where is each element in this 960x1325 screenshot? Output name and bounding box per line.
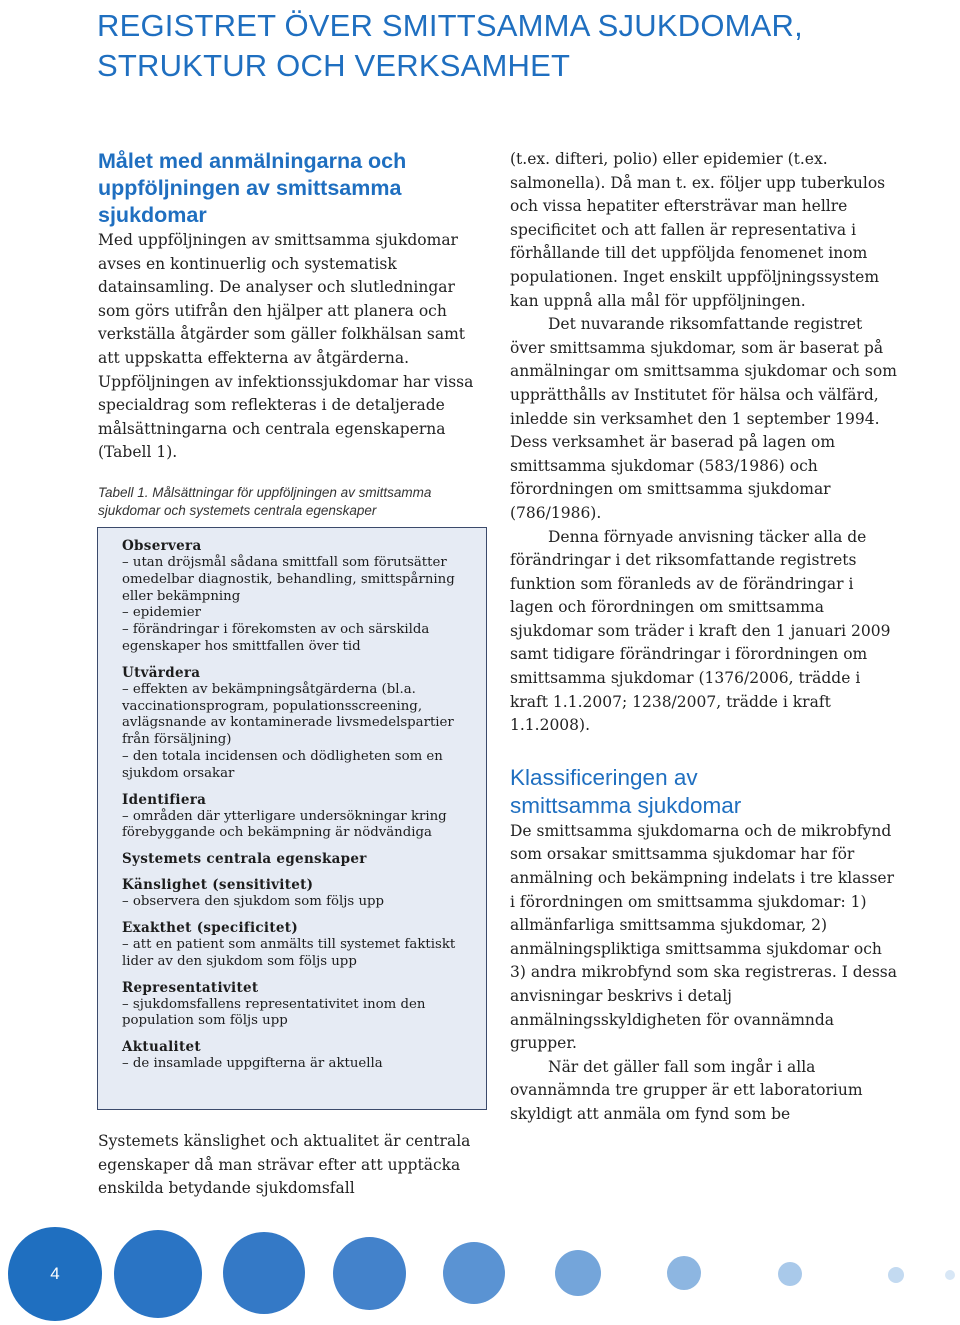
page-number-dot [8,1227,102,1321]
page-title [97,6,917,86]
decorative-dot [333,1237,406,1310]
right-paragraph-2: Det nuvarande riksomfattande registret över smittsamma sjukdomar, som är baserat på anmälningar om smittsamma sjukdomar och som upprätthålls av Institutet för hälsa och välfärd, inledde sin verksamhet den 1 september 1994. Dess verksamhet är baserad på lagen om smittsamma sjukdomar (583/1986) och förordningen om smittsamma sjukdomar (786/1986). [510,315,897,522]
table-group-heading: Systemets centrala egenskaper [122,851,367,868]
right-paragraph-5: När det gäller fall som ingår i alla ovannämnda tre grupper är ett laboratorium skyldigt att anmäla om fynd som be [510,1057,863,1123]
table-item: – förändringar i förekomsten av och särskilda egenskaper hos smittfallen över tid [122,622,430,654]
classification-heading-line-2: smittsamma sjukdomar [510,792,742,818]
table-group-representativitet [122,980,462,1031]
right-paragraph-1: (t.ex. difteri, polio) eller epidemier (t.ex. salmonella). Då man t. ex. följer upp tuberkulos och vissa hepatiter eftersträvar man hellre specificitet och att fallen är representativa i förhållande till det uppföljda fenomenet inom populationen. Inget enskilt uppföljningssystem kan uppnå alla mål för uppföljningen. [510,150,886,310]
table-caption-text: Målsättningar för uppföljningen av smittsamma sjukdomar och systemets centrala egenskaper [98,484,432,518]
decorative-dot [223,1232,305,1314]
left-column-continuation [98,1130,488,1201]
page-number: 4 [50,1264,60,1283]
decorative-dot [778,1262,802,1286]
table-group-heading: Känslighet (sensitivitet) [122,877,314,894]
table-group-identifiera [122,792,462,843]
decorative-dot [888,1267,904,1283]
table-item: – områden där ytterligare undersökningar kring förebyggande och bekämpning är nödvändiga [122,808,447,841]
table-caption [98,484,488,520]
right-paragraph-4: De smittsamma sjukdomarna och de mikrobfynd som orsakar smittsamma sjukdomar har för anmälning och bekämpning indelats i tre klasser i förordningen om smittsamma sjukdomar: 1) allmänfarliga smittsamma sjukdomar, 2) anmälningspliktiga smittsamma sjukdomar och 3) andra mikrobfynd som ska registreras. I dessa anvisningar beskrivs i detalj anmälningsskyldigheten för ovannämnda grupper. [510,821,898,1053]
footer-dot-decoration [0,1225,960,1325]
table-item: – att en patient som anmälts till systemet faktiskt lider av den sjukdom som följs upp [122,936,456,969]
table-item: – de insamlade uppgifterna är aktuella [122,1056,383,1072]
right-column [510,148,900,1127]
decorative-dot [945,1270,955,1280]
table-item: – effekten av bekämpningsåtgärderna (bl.a. vaccinationsprogram, populationsscreening, avlägsnande av kontaminerade livsmedelspartier från försäljning) [122,681,454,748]
decorative-dot [443,1242,505,1304]
classification-heading-line-1: Klassificeringen av [510,764,698,790]
decorative-dot [667,1256,701,1290]
table-item: – den totala incidensen och dödligheten som en sjukdom orsakar [122,748,443,781]
right-paragraph-3: Denna förnyade anvisning täcker alla de förändringar i det riksomfattande registrets funktion som föranleds av de förändringar i lagen och förordningen om smittsamma sjukdomar som träder i kraft den 1 januari 2009 samt tidigare förändringar i förordningen om smittsamma sjukdomar (1376/2006, trädde i kraft 1.1.2007; 1238/2007, trädde i kraft 1.1.2008). [510,527,891,735]
table-item: – observera den sjukdom som följs upp [122,894,385,910]
table-group-exakthet [122,920,462,971]
table-group-heading: Identifiera [122,791,207,808]
table-caption-label: Tabell 1. [98,484,149,500]
table-group-heading: Utvärdera [122,664,201,681]
table-item: – utan dröjsmål sådana smittfall som förutsätter omedelbar diagnostik, behandling, smittspårning eller bekämpning [122,555,455,604]
table-group-observera [122,538,462,656]
page-title-line-1: REGISTRET ÖVER SMITTSAMMA SJUKDOMAR, [97,8,803,43]
sensitivity-paragraph: Systemets känslighet och aktualitet är centrala egenskaper då man strävar efter att upptäcka enskilda betydande sjukdomsfall [98,1132,471,1198]
section-heading-goals: Målet med anmälningarna och uppföljningen av smittsamma sjukdomar [98,149,407,227]
page-title-line-2: STRUKTUR OCH VERKSAMHET [97,48,571,83]
table-group-heading: Observera [122,538,202,554]
table-item: – epidemier [122,605,201,621]
decorative-dot [114,1230,202,1318]
table-group-kanslighet [122,877,462,911]
table-group-heading: Aktualitet [122,1039,201,1056]
table-group-systemets [122,851,462,868]
left-column [98,148,488,520]
table-1-box [97,527,487,1110]
table-group-aktualitet [122,1039,462,1073]
goals-paragraph: Med uppföljningen av smittsamma sjukdomar avses en kontinuerlig och systematisk datainsamling. De analyser och slutledningar som görs utifrån den hjälper att planera och verkställa åtgärder som gäller folkhälsan samt att uppskatta effekterna av åtgärderna. Uppföljningen av infektionssjukdomar har vissa specialdrag som reflekteras i de detaljerade målsättningarna och centrala egenskaperna (Tabell 1). [98,231,474,462]
table-item: – sjukdomsfallens representativitet inom den population som följs upp [122,996,426,1029]
table-group-heading: Exakthet (specificitet) [122,919,299,936]
decorative-dot [555,1250,601,1296]
section-heading-classification [510,764,900,820]
table-group-heading: Representativitet [122,979,259,996]
table-group-utvardera [122,665,462,783]
